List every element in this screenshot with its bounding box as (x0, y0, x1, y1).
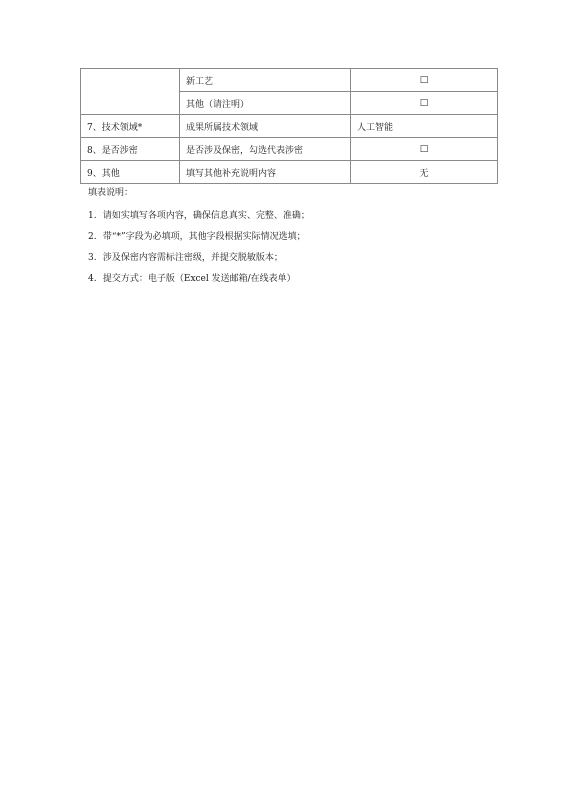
checkbox-cell[interactable] (351, 69, 498, 92)
instruction-item (88, 252, 508, 265)
table-cell-value[interactable]: 人工智能 (351, 115, 498, 138)
instruction-number: 2. (88, 232, 97, 242)
table-cell-merged (81, 69, 180, 115)
instruction-text: 提交方式：电子版（Excel 发送邮箱/在线表单） (102, 274, 296, 284)
checkbox-cell[interactable] (351, 138, 498, 161)
checkbox-cell[interactable] (351, 92, 498, 115)
table-row (81, 138, 498, 161)
instruction-text: 带“*”字段为必填项，其他字段根据实际情况选填； (102, 232, 306, 242)
instruction-item (88, 273, 508, 286)
form-table (80, 68, 498, 184)
table-cell-label: 是否涉及保密，勾选代表涉密 (180, 138, 351, 161)
instruction-number: 1. (88, 211, 97, 221)
instruction-item (88, 210, 508, 223)
instruction-number: 4. (88, 274, 97, 284)
table-row (81, 69, 498, 92)
table-cell-label: 其他（请注明） (180, 92, 351, 115)
table-row (81, 115, 498, 138)
checkbox-icon[interactable]: □ (419, 144, 429, 154)
table-cell-field: 9、其他 (81, 161, 180, 184)
instruction-text: 请如实填写各项内容，确保信息真实、完整、准确； (102, 211, 310, 221)
table-cell-value[interactable]: 无 (351, 161, 498, 184)
checkbox-icon[interactable]: □ (419, 75, 429, 85)
instruction-number: 3. (88, 253, 97, 263)
instruction-text: 涉及保密内容需标注密级，并提交脱敏版本； (102, 253, 283, 263)
table-row (81, 161, 498, 184)
table-cell-field: 8、是否涉密 (81, 138, 180, 161)
instruction-item (88, 231, 508, 244)
instructions-heading: 填表说明： (88, 188, 134, 198)
table-cell-label: 填写其他补充说明内容 (180, 161, 351, 184)
table-cell-label: 新工艺 (180, 69, 351, 92)
table-cell-label: 成果所属技术领域 (180, 115, 351, 138)
table-cell-field: 7、技术领域* (81, 115, 180, 138)
fill-instructions (88, 187, 508, 294)
checkbox-icon[interactable]: □ (419, 98, 429, 108)
